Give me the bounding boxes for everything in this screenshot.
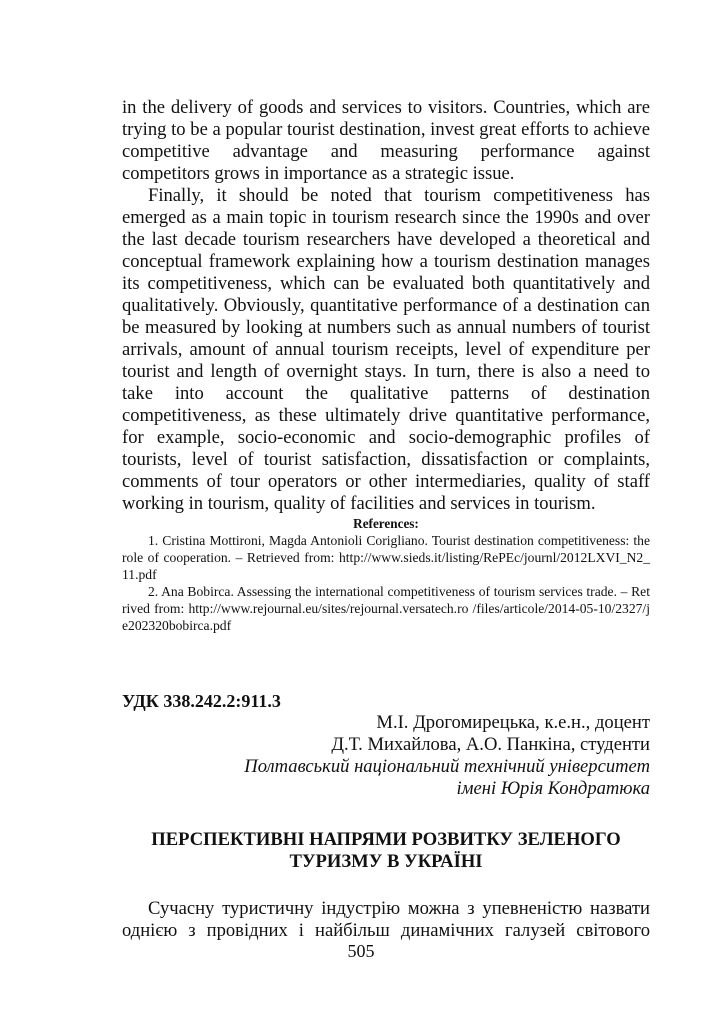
authors-block	[122, 712, 650, 800]
author-line: М.І. Дрогомирецька, к.е.н., доцент	[376, 712, 650, 733]
references-list	[122, 532, 650, 634]
affiliation-line: імені Юрія Кондратюка	[456, 778, 650, 799]
article-title-line: ПЕРСПЕКТИВНІ НАПРЯМИ РОЗВИТКУ ЗЕЛЕНОГО	[151, 829, 621, 850]
references-heading: References:	[353, 516, 419, 531]
udk-code: УДК 338.242.2:911.3	[122, 691, 281, 711]
page-content	[122, 97, 650, 942]
reference-link[interactable]: http://www.sieds.it/listing/RePEc/journl/2012LXVI_N2_11.pdf	[122, 550, 650, 582]
reference-link[interactable]: http://www.rejournal.eu/sites/rejournal.versatech.ro /files/articole/2014-05-10/2327/je202320bobirca.pdf	[122, 601, 650, 633]
affiliation-line: Полтавський національний технічний університет	[244, 756, 650, 777]
reference-item-1	[122, 532, 650, 583]
page-number: 505	[347, 941, 375, 961]
paragraph-competitiveness: Finally, it should be noted that tourism competitiveness has emerged as a main topic in tourism research since the 1990s and over the last decade tourism researchers have developed a theoretical and conceptual framework explaining how a tourism destination manages its competitiveness, which can be evaluated both quantitatively and qualitatively. Obviously, quantitative performance of a destination can be measured by looking at numbers such as annual numbers of tourist arrivals, amount of annual tourism receipts, level of expenditure per tourist and length of overnight stays. In turn, there is also a need to take into account the qualitative patterns of destination competitiveness, as these ultimately drive quantitative performance, for example, socio-economic and socio-demographic profiles of tourists, level of tourist satisfaction, dissatisfaction or complaints, comments of tour operators or other intermediaries, quality of staff working in tourism, quality of facilities and services in tourism.	[122, 185, 650, 514]
article-title	[122, 829, 650, 873]
article-title-line: ТУРИЗМУ В УКРАЇНІ	[289, 851, 483, 872]
paragraph-intro: Сучасну туристичну індустрію можна з упевненістю назвати однією з провідних і найбільш динамічних галузей світового	[122, 898, 650, 941]
reference-text: 1. Cristina Mottironi, Magda Antonioli Corigliano. Tourist destination competitiveness: the role of cooperation. – Retrieved from:	[122, 533, 650, 565]
author-line: Д.Т. Михайлова, А.О. Панкіна, студенти	[331, 734, 650, 755]
paragraph-continuation: in the delivery of goods and services to visitors. Countries, which are trying to be a popular tourist destination, invest great efforts to achieve competitive advantage and measuring performance against competitors grows in importance as a strategic issue.	[122, 97, 650, 184]
reference-text: 2. Ana Bobirca. Assessing the international competitiveness of tourism services trade. – Retrived from:	[122, 584, 650, 616]
reference-item-2	[122, 583, 650, 634]
